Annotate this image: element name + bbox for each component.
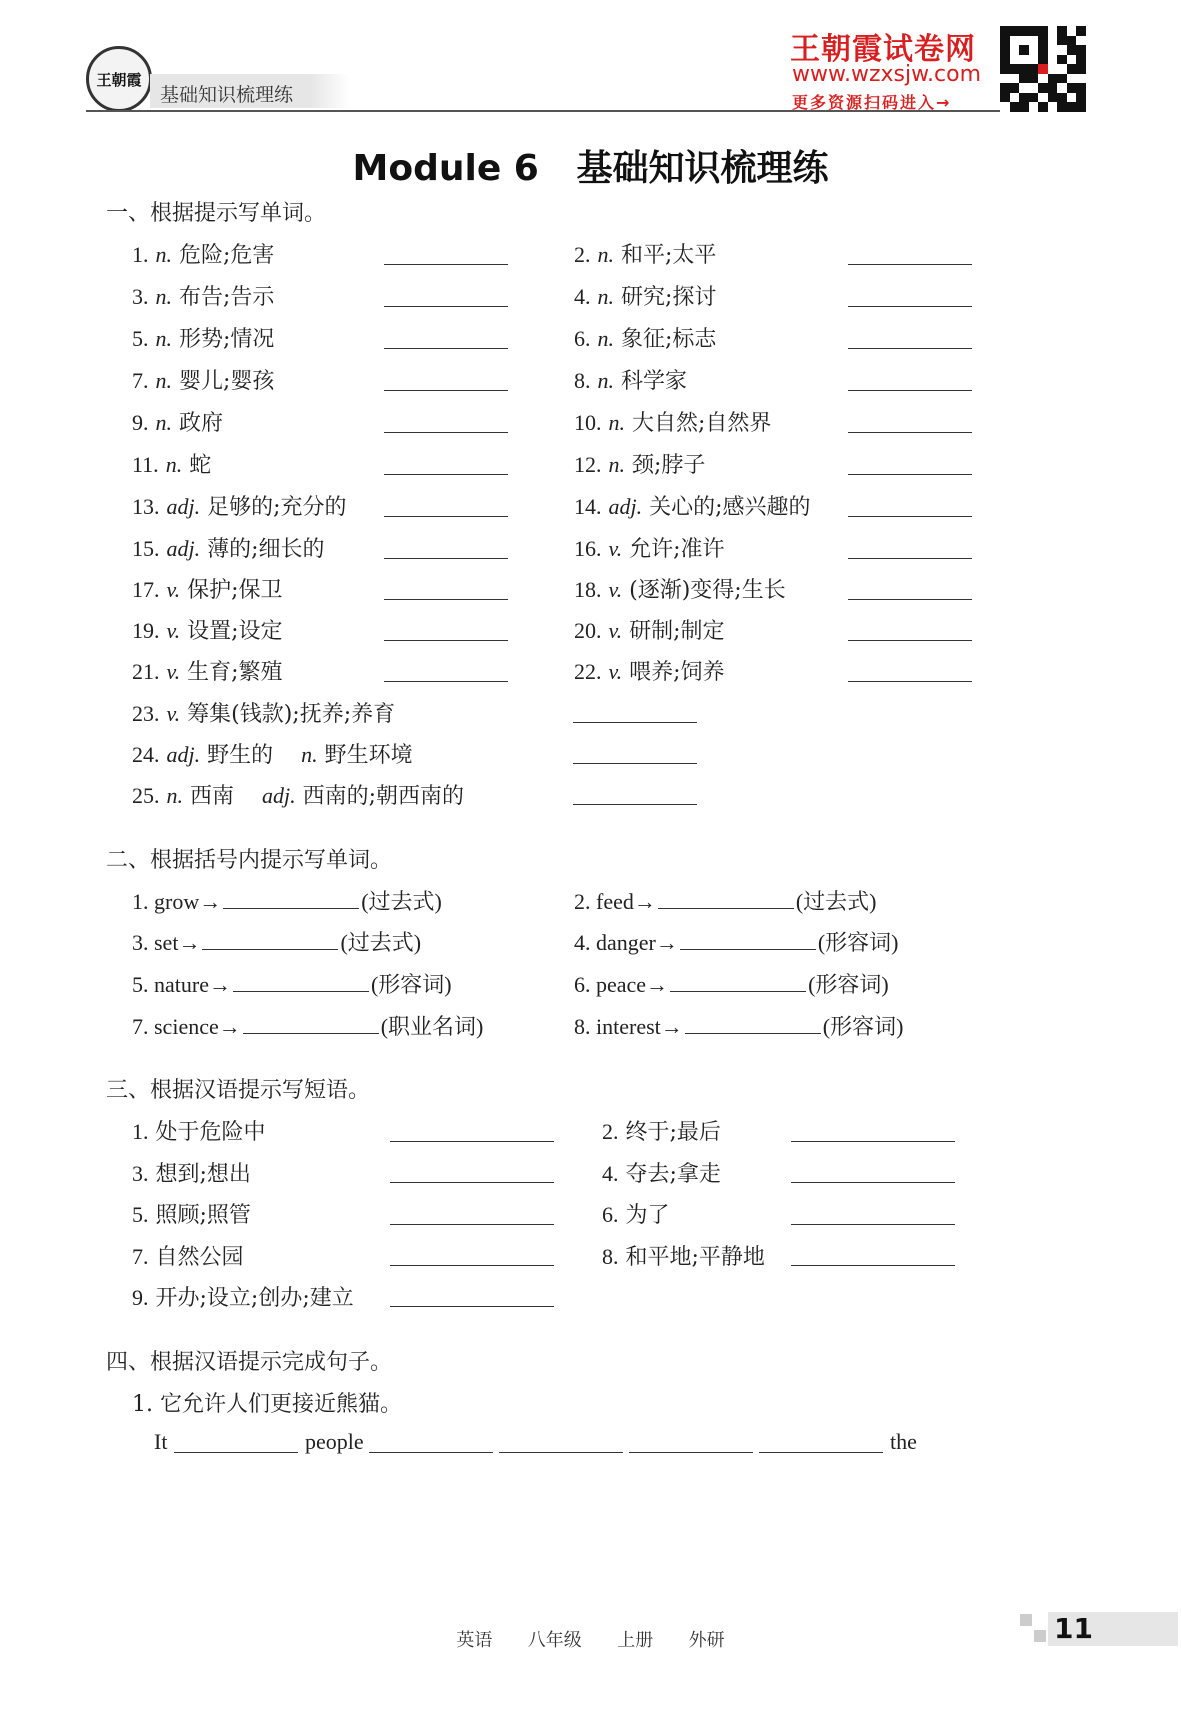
s3-item-5: 5. 照顾;照管 — [132, 1202, 251, 1228]
s1-item-6: 6. n. 象征;标志 — [574, 326, 717, 352]
s3-answer-blank-5[interactable] — [390, 1224, 554, 1225]
s3-answer-blank-9[interactable] — [390, 1306, 554, 1307]
s3-item-8: 8. 和平地;平静地 — [602, 1244, 765, 1270]
s4-answer-blank-3[interactable] — [499, 1452, 623, 1453]
s1-answer-blank-16[interactable] — [848, 558, 972, 559]
s1-item-2: 2. n. 和平;太平 — [574, 242, 717, 268]
s1-answer-blank-17[interactable] — [384, 599, 508, 600]
s1-item-19: 19. v. 设置;设定 — [132, 618, 283, 644]
s1-item-24: 24. adj. 野生的 n. 野生环境 — [132, 742, 413, 768]
s1-item-21: 21. v. 生育;繁殖 — [132, 659, 283, 685]
s2-item-6: 6. peace→ (形容词) — [574, 972, 889, 997]
s1-item-7: 7. n. 婴儿;婴孩 — [132, 368, 275, 394]
logo-text: 王朝霞 — [96, 70, 142, 89]
corner-square-icon — [1020, 1614, 1032, 1626]
s4-answer-blank-1[interactable] — [174, 1452, 298, 1453]
s2-answer-blank-3[interactable] — [202, 929, 338, 950]
s1-answer-blank-8[interactable] — [848, 390, 972, 391]
s1-item-5: 5. n. 形势;情况 — [132, 326, 275, 352]
s1-answer-blank-11[interactable] — [384, 474, 508, 475]
s2-item-8: 8. interest→ (形容词) — [574, 1014, 904, 1039]
s1-answer-blank-13[interactable] — [384, 516, 508, 517]
s2-answer-blank-8[interactable] — [685, 1013, 821, 1034]
s1-item-18: 18. v. (逐渐)变得;生长 — [574, 577, 786, 603]
brand-tip: 更多资源扫码进入→ — [792, 93, 952, 112]
s1-item-9: 9. n. 政府 — [132, 410, 224, 436]
header-label: 基础知识梳理练 — [160, 84, 294, 106]
s1-answer-blank-7[interactable] — [384, 390, 508, 391]
s3-item-9: 9. 开办;设立;创办;建立 — [132, 1285, 354, 1311]
s2-answer-blank-7[interactable] — [243, 1013, 379, 1034]
s2-item-1: 1. grow→ (过去式) — [132, 889, 442, 914]
section-1-heading: 一、根据提示写单词。 — [106, 201, 327, 226]
s1-answer-blank-6[interactable] — [848, 348, 972, 349]
s1-answer-blank-24[interactable] — [573, 763, 697, 764]
s2-answer-blank-1[interactable] — [223, 888, 359, 909]
s1-item-14: 14. adj. 关心的;感兴趣的 — [574, 494, 811, 520]
s1-answer-blank-4[interactable] — [848, 306, 972, 307]
s1-answer-blank-25[interactable] — [573, 804, 697, 805]
s1-answer-blank-14[interactable] — [848, 516, 972, 517]
s3-answer-blank-2[interactable] — [791, 1141, 955, 1142]
s3-answer-blank-8[interactable] — [791, 1265, 955, 1266]
s4-answer-blank-2[interactable] — [369, 1452, 493, 1453]
s4-word-it: It — [154, 1429, 168, 1454]
section-3-heading: 三、根据汉语提示写短语。 — [106, 1078, 371, 1103]
s1-item-23: 23. v. 筹集(钱款);抚养;养育 — [132, 701, 396, 727]
s1-answer-blank-2[interactable] — [848, 264, 972, 265]
s1-item-12: 12. n. 颈;脖子 — [574, 452, 706, 478]
s3-item-7: 7. 自然公园 — [132, 1244, 244, 1270]
s1-answer-blank-23[interactable] — [573, 722, 697, 723]
section-4-heading: 四、根据汉语提示完成句子。 — [106, 1350, 393, 1375]
s3-item-2: 2. 终于;最后 — [602, 1119, 721, 1145]
s1-answer-blank-1[interactable] — [384, 264, 508, 265]
s1-answer-blank-3[interactable] — [384, 306, 508, 307]
s2-answer-blank-6[interactable] — [670, 971, 806, 992]
s2-item-3: 3. set→ (过去式) — [132, 930, 422, 955]
s1-answer-blank-5[interactable] — [384, 348, 508, 349]
s1-answer-blank-10[interactable] — [848, 432, 972, 433]
s4-answer-blank-4[interactable] — [629, 1452, 753, 1453]
s1-item-10: 10. n. 大自然;自然界 — [574, 410, 772, 436]
corner-square-icon — [1034, 1630, 1046, 1642]
footer-book-info: 英语 八年级 上册 外研 — [456, 1630, 725, 1651]
s2-item-5: 5. nature→ (形容词) — [132, 972, 452, 997]
s4-question-1: 1. 它允许人们更接近熊猫。 — [132, 1392, 402, 1417]
page-number: 11 — [1054, 1612, 1093, 1645]
s1-item-16: 16. v. 允许;准许 — [574, 536, 725, 562]
s1-item-11: 11. n. 蛇 — [132, 452, 212, 478]
s2-item-2: 2. feed→ (过去式) — [574, 889, 877, 914]
s1-answer-blank-22[interactable] — [848, 681, 972, 682]
s3-answer-blank-6[interactable] — [791, 1224, 955, 1225]
s1-item-13: 13. adj. 足够的;充分的 — [132, 494, 347, 520]
s4-word-people: people — [305, 1429, 364, 1454]
s4-word-the: the — [890, 1429, 917, 1454]
brand-url[interactable]: www.wzxsjw.com — [792, 62, 982, 87]
qr-code-icon[interactable] — [1000, 26, 1086, 112]
s1-item-25: 25. n. 西南 adj. 西南的;朝西南的 — [132, 783, 465, 809]
s1-answer-blank-9[interactable] — [384, 432, 508, 433]
s1-answer-blank-18[interactable] — [848, 599, 972, 600]
s1-item-17: 17. v. 保护;保卫 — [132, 577, 283, 603]
s4-answer-blank-5[interactable] — [759, 1452, 883, 1453]
s2-item-7: 7. science→ (职业名词) — [132, 1014, 484, 1039]
s2-item-4: 4. danger→ (形容词) — [574, 930, 899, 955]
s1-item-15: 15. adj. 薄的;细长的 — [132, 536, 325, 562]
s3-item-6: 6. 为了 — [602, 1202, 670, 1228]
s1-answer-blank-15[interactable] — [384, 558, 508, 559]
page-title: Module 6 基础知识梳理练 — [352, 148, 829, 189]
s1-item-20: 20. v. 研制;制定 — [574, 618, 725, 644]
s2-answer-blank-4[interactable] — [680, 929, 816, 950]
s1-answer-blank-19[interactable] — [384, 640, 508, 641]
s2-answer-blank-2[interactable] — [658, 888, 794, 909]
s1-item-1: 1. n. 危险;危害 — [132, 242, 275, 268]
s1-item-8: 8. n. 科学家 — [574, 368, 688, 394]
s3-item-4: 4. 夺去;拿走 — [602, 1161, 721, 1187]
publisher-logo — [86, 46, 152, 112]
s1-item-3: 3. n. 布告;告示 — [132, 284, 275, 310]
s1-item-4: 4. n. 研究;探讨 — [574, 284, 717, 310]
s1-item-22: 22. v. 喂养;饲养 — [574, 659, 725, 685]
s3-answer-blank-4[interactable] — [791, 1182, 955, 1183]
s2-answer-blank-5[interactable] — [233, 971, 369, 992]
s3-answer-blank-7[interactable] — [390, 1265, 554, 1266]
s1-answer-blank-20[interactable] — [848, 640, 972, 641]
s3-answer-blank-3[interactable] — [390, 1182, 554, 1183]
s3-item-3: 3. 想到;想出 — [132, 1161, 251, 1187]
s3-item-1: 1. 处于危险中 — [132, 1119, 266, 1145]
brand-name: 王朝霞试卷网 — [790, 32, 976, 67]
s1-answer-blank-21[interactable] — [384, 681, 508, 682]
section-2-heading: 二、根据括号内提示写单词。 — [106, 848, 393, 873]
s3-answer-blank-1[interactable] — [390, 1141, 554, 1142]
s1-answer-blank-12[interactable] — [848, 474, 972, 475]
